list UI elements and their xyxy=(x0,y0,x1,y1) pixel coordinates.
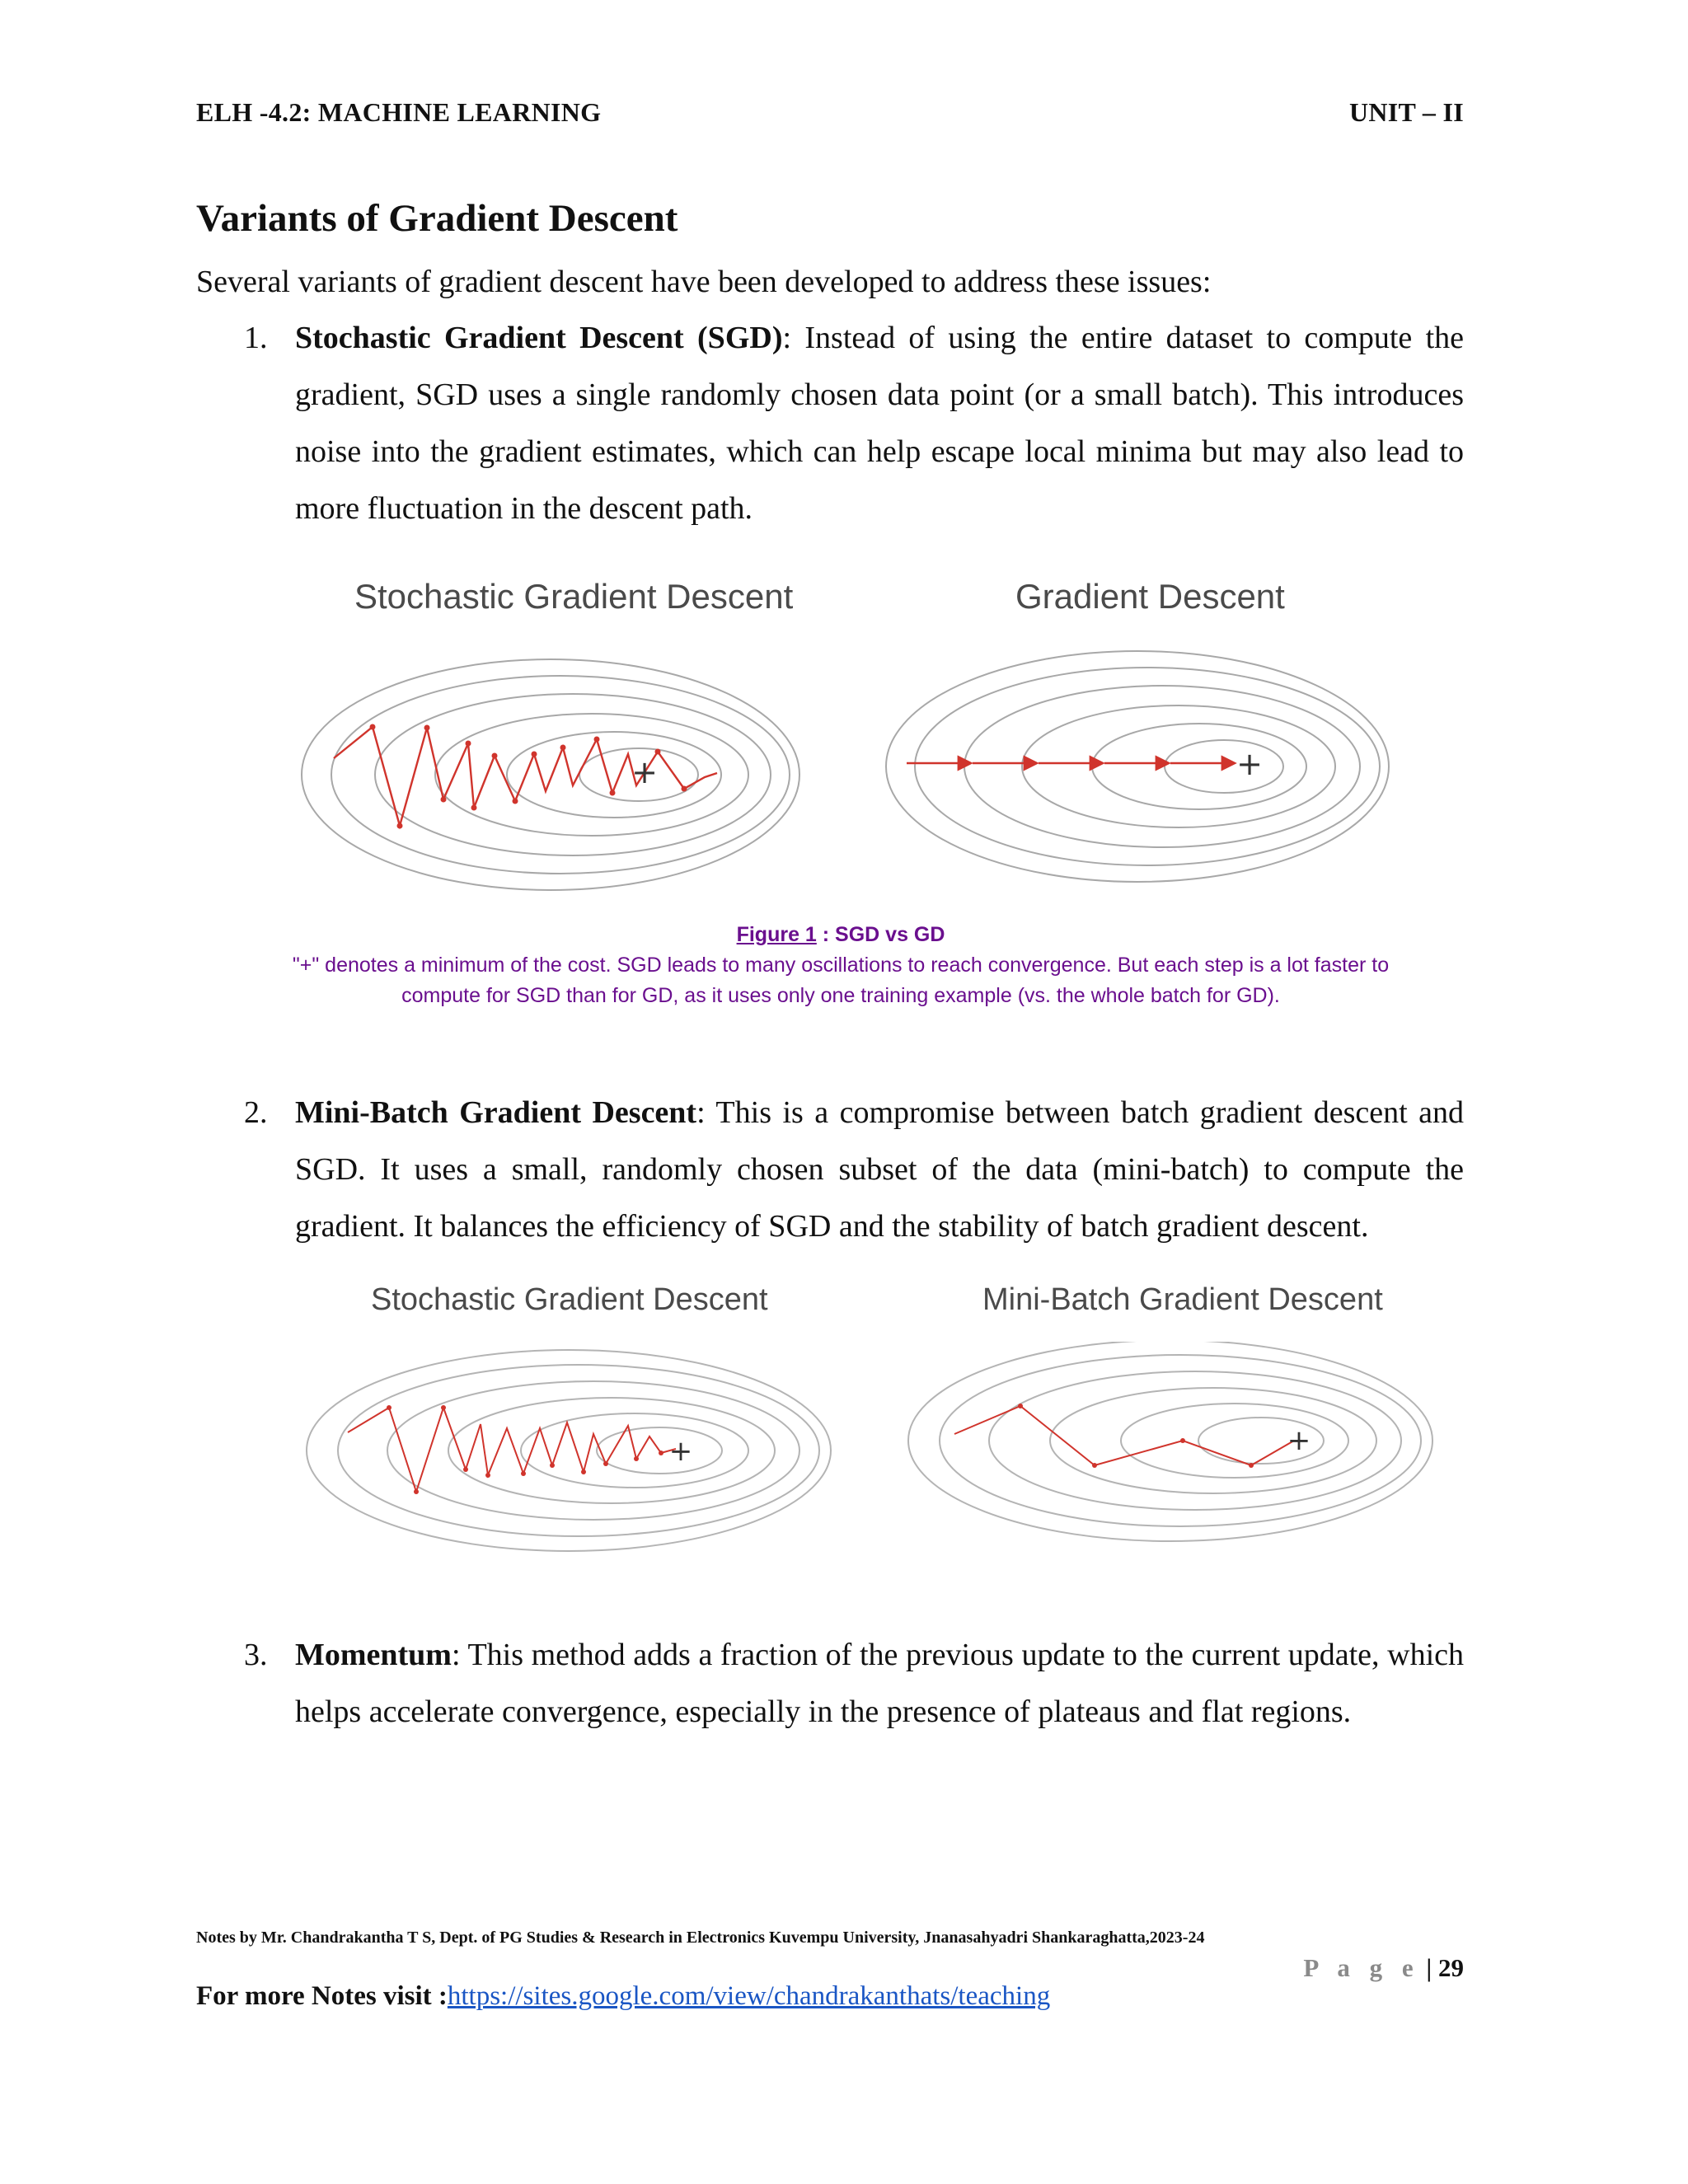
mini-batch-contour-lines xyxy=(908,1342,1432,1541)
running-header-right: UNIT – II xyxy=(1348,97,1464,127)
list-number-1: 1. xyxy=(244,321,268,355)
page-number xyxy=(1303,1953,1464,1983)
sgd2-path-points xyxy=(387,1405,663,1494)
page-word: P a g e xyxy=(1303,1953,1420,1982)
mini-batch-path xyxy=(954,1406,1294,1465)
gd-contour-lines xyxy=(886,651,1389,882)
list-item-term: Mini-Batch Gradient Descent xyxy=(295,1095,697,1130)
figure-2-diagram xyxy=(305,1342,1459,1564)
list-item-text: : Instead of using the entire dataset to compute the gradient, SGD uses a single randomly chosen data point (or a small batch). This introduces noise into the gradient estimates, which can help escape local minima but may also lead to more fluctuation in the descent path. xyxy=(295,321,1465,526)
list-item-text: : This method adds a fraction of the previous update to the current update, which helps accelerate convergence, especially in the presence of plateaus and flat regions. xyxy=(295,1638,1464,1729)
running-header-left: ELH -4.2: MACHINE LEARNING xyxy=(196,97,602,127)
figure-caption-line-2: compute for SGD than for GD, as it uses only one training example (vs. the whole batch for GD). xyxy=(401,984,1280,1007)
gd-minimum-marker: + xyxy=(1236,746,1263,782)
figure-label: Figure 1 xyxy=(736,923,817,946)
figure-1-caption xyxy=(247,920,1434,1011)
sgd2-path xyxy=(348,1408,676,1492)
list-number-3: 3. xyxy=(244,1638,268,1672)
fig2-right-title: Mini-Batch Gradient Descent xyxy=(982,1282,1383,1317)
list-item-sgd xyxy=(295,310,1464,537)
list-item-term: Momentum xyxy=(295,1638,452,1672)
figure-label-separator: : xyxy=(816,923,836,946)
footer-notes-link[interactable]: https://sites.google.com/view/chandrakanthats/teaching xyxy=(447,1981,1051,2011)
sgd-minimum-marker: + xyxy=(631,754,658,790)
figure-caption-title: SGD vs GD xyxy=(835,923,945,946)
figure-1-diagram xyxy=(288,643,1401,907)
list-item-momentum xyxy=(295,1627,1464,1741)
figure-caption-heading xyxy=(247,920,1434,950)
mini-batch-minimum-marker: + xyxy=(1287,1424,1311,1457)
list-item-mini-batch xyxy=(295,1085,1464,1255)
sgd2-minimum-marker: + xyxy=(668,1435,693,1468)
list-number-2: 2. xyxy=(244,1095,268,1130)
footer-more-notes xyxy=(196,1981,1050,2012)
list-item-text: : This is a compromise between batch gradient descent and SGD. It uses a small, randomly chosen subset of the data (mini-batch) to compute the gradient. It balances the efficiency of SGD and the stability of batch gradient descent. xyxy=(295,1095,1464,1244)
page-separator: | xyxy=(1419,1953,1438,1982)
fig2-left-title: Stochastic Gradient Descent xyxy=(371,1282,768,1317)
fig1-left-title: Stochastic Gradient Descent xyxy=(354,577,794,616)
intro-paragraph: Several variants of gradient descent have been developed to address these issues: xyxy=(196,265,1212,299)
footer-note: Notes by Mr. Chandrakantha T S, Dept. of PG Studies & Research in Electronics Kuvempu University, Jnanasahyadri Shankaraghatta,2023-24 xyxy=(196,1929,1205,1947)
list-item-term: Stochastic Gradient Descent (SGD) xyxy=(295,321,783,355)
page-number-value: 29 xyxy=(1438,1953,1464,1982)
section-title: Variants of Gradient Descent xyxy=(196,197,678,240)
figure-caption-line-1: "+" denotes a minimum of the cost. SGD leads to many oscillations to reach convergence. But each step is a lot faster to xyxy=(292,954,1390,977)
sgd2-contour-lines xyxy=(307,1350,831,1551)
sgd-contour-lines xyxy=(302,659,799,890)
fig1-right-title: Gradient Descent xyxy=(1015,577,1285,616)
footer-more-label: For more Notes visit : xyxy=(196,1981,448,2011)
